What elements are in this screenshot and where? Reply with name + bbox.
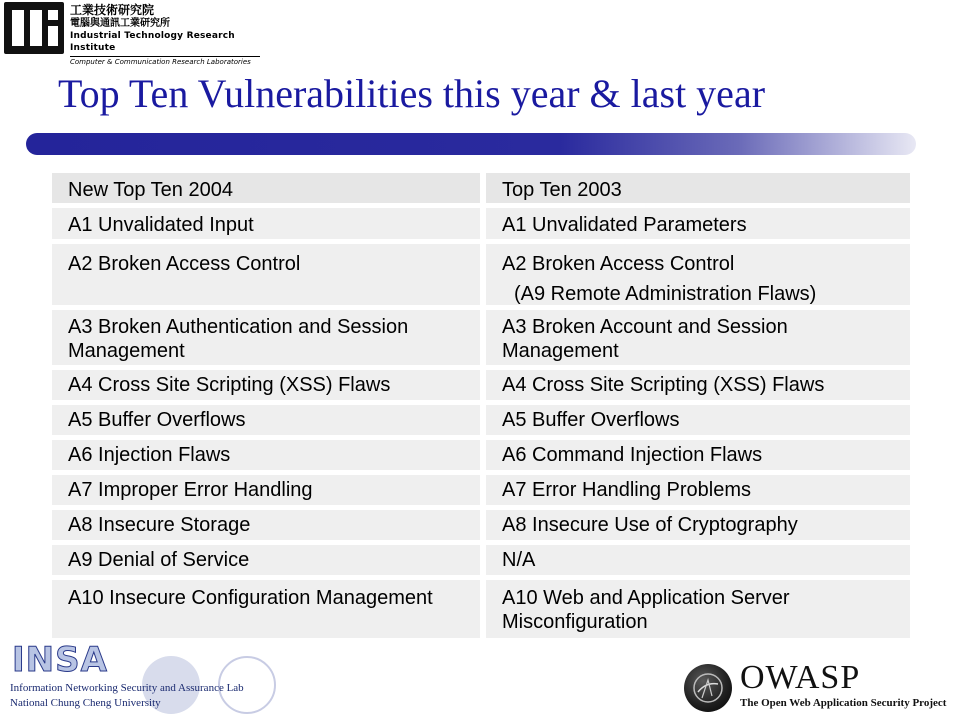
owasp-wordmark: OWASP bbox=[740, 659, 861, 696]
table-cell-text: A2 Broken Access Control bbox=[502, 253, 735, 275]
lab-credit bbox=[10, 681, 244, 711]
table-cell: A6 Command Injection Flaws bbox=[486, 440, 910, 470]
table-cell: A2 Broken Access Control bbox=[52, 244, 480, 305]
table-cell: A3 Broken Authentication and Session Management bbox=[52, 310, 480, 365]
table-cell: A4 Cross Site Scripting (XSS) Flaws bbox=[52, 370, 480, 400]
table-cell: N/A bbox=[486, 545, 910, 575]
table-cell bbox=[486, 244, 910, 305]
table-cell: A7 Improper Error Handling bbox=[52, 475, 480, 505]
org-lab-en: Computer & Communication Research Laboratories bbox=[70, 56, 260, 67]
table-cell: A5 Buffer Overflows bbox=[486, 405, 910, 435]
lab-name: Information Networking Security and Assurance Lab bbox=[10, 682, 244, 694]
table-cell: A8 Insecure Storage bbox=[52, 510, 480, 540]
title-underline-bar bbox=[26, 133, 916, 155]
table-cell: A1 Unvalidated Parameters bbox=[486, 208, 910, 239]
table-cell: A10 Web and Application Server Misconfiguration bbox=[486, 580, 910, 638]
table-column-2003 bbox=[486, 173, 910, 643]
table-cell: A10 Insecure Configuration Management bbox=[52, 580, 480, 638]
table-cell-subtext: (A9 Remote Administration Flaws) bbox=[514, 283, 817, 305]
table-cell: A9 Denial of Service bbox=[52, 545, 480, 575]
org-name-en: Industrial Technology Research Institute bbox=[70, 31, 235, 53]
owasp-tagline: The Open Web Application Security Project bbox=[740, 697, 947, 709]
table-cell: A4 Cross Site Scripting (XSS) Flaws bbox=[486, 370, 910, 400]
table-cell: A3 Broken Account and Session Management bbox=[486, 310, 910, 365]
table-cell: A1 Unvalidated Input bbox=[52, 208, 480, 239]
itri-logo-icon bbox=[4, 2, 64, 54]
table-column-2004 bbox=[52, 173, 480, 643]
university-name: National Chung Cheng University bbox=[10, 697, 161, 709]
table-cell: A8 Insecure Use of Cryptography bbox=[486, 510, 910, 540]
column-header-2003: Top Ten 2003 bbox=[486, 173, 910, 203]
org-lab-zh: 電腦與通訊工業研究所 bbox=[70, 18, 170, 29]
slide-title: Top Ten Vulnerabilities this year & last year bbox=[58, 71, 766, 116]
org-name-zh: 工業技術研究院 bbox=[70, 3, 155, 17]
owasp-globe-icon bbox=[684, 664, 732, 712]
table-cell: A5 Buffer Overflows bbox=[52, 405, 480, 435]
table-cell: A6 Injection Flaws bbox=[52, 440, 480, 470]
table-cell: A7 Error Handling Problems bbox=[486, 475, 910, 505]
itri-header-text bbox=[70, 3, 260, 67]
insa-logo: INSA bbox=[12, 640, 108, 680]
column-header-2004: New Top Ten 2004 bbox=[52, 173, 480, 203]
